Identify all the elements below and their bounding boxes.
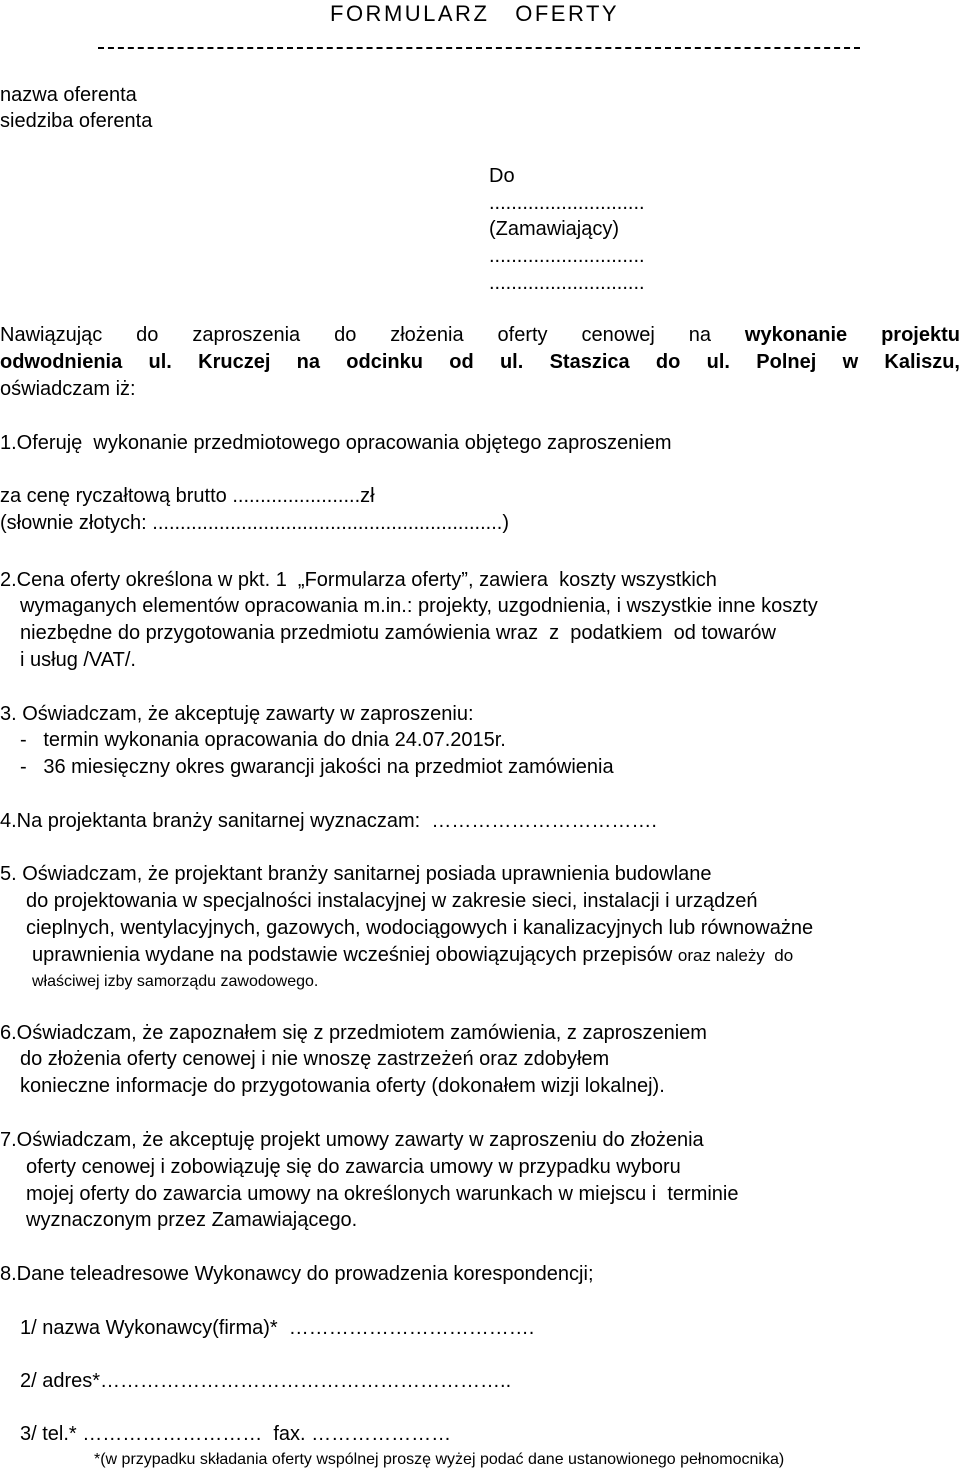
s5-line-3: cieplnych, wentylacyjnych, gazowych, wodociągowych i kanalizacyjnych lub równoważne <box>26 917 814 939</box>
s5-line-1: 5. Oświadczam, że projektant branży sanitarnej posiada uprawnienia budowlane <box>0 863 712 885</box>
footnote: *(w przypadku składania oferty wspólnej proszę wyżej podać dane ustanowionego pełnomocnika) <box>94 1451 785 1468</box>
intro-line-3: oświadczam iż: <box>0 378 136 400</box>
s2-line-2: wymaganych elementów opracowania m.in.: projekty, uzgodnienia, i wszystkie inne koszty <box>20 595 818 617</box>
s7-line-1: 7.Oświadczam, że akceptuję projekt umowy zawarty w zaproszeniu do złożenia <box>0 1129 704 1151</box>
s5-line-5: właściwej izby samorządu zawodowego. <box>32 973 319 990</box>
addressee-role: (Zamawiający) <box>489 218 620 240</box>
s1-price-line: za cenę ryczałtową brutto .......................zł <box>0 485 375 507</box>
s8-line-1: 8.Dane teleadresowe Wykonawcy do prowadzenia korespondencji; <box>0 1263 594 1285</box>
intro-line-1: Nawiązując do zaproszenia do złożenia oferty cenowej na wykonanie projektu <box>0 324 960 346</box>
s2-line-4: i usług /VAT/. <box>20 649 136 671</box>
s3-line-1: 3. Oświadczam, że akceptuję zawarty w zaproszeniu: <box>0 703 474 725</box>
s2-line-3: niezbędne do przygotowania przedmiotu zamówienia wraz z podatkiem od towarów <box>20 622 776 644</box>
s3-term: - termin wykonania opracowania do dnia 24.07.2015r. <box>20 729 506 751</box>
form-title: FORMULARZ OFERTY <box>330 1 620 26</box>
s7-line-4: wyznaczonym przez Zamawiającego. <box>26 1209 358 1231</box>
title-underline <box>98 47 860 49</box>
offeror-name-label: nazwa oferenta <box>0 84 137 106</box>
s8-phone-fax: 3/ tel.* ……………………… fax. ………………… <box>20 1423 452 1445</box>
offeror-seat-label: siedziba oferenta <box>0 110 153 132</box>
s5-line-2: do projektowania w specjalności instalacyjnej w zakresie sieci, instalacji i urządzeń <box>26 890 758 912</box>
s8-address: 2/ adres*…………………………………………………….. <box>20 1370 512 1392</box>
s6-line-3: konieczne informacje do przygotowania oferty (dokonałem wizji lokalnej). <box>20 1075 665 1097</box>
s7-line-2: oferty cenowej i zobowiązuję się do zawarcia umowy w przypadku wyboru <box>26 1156 681 1178</box>
s8-company-name: 1/ nazwa Wykonawcy(firma)* ………………………………. <box>20 1317 535 1339</box>
addressee-to: Do <box>489 165 515 187</box>
s3-warranty: - 36 miesięczny okres gwarancji jakości na przedmiot zamówienia <box>20 756 614 778</box>
addressee-dots-1: ............................ <box>489 192 645 214</box>
s1-words-line: (słownie złotych: ...............................................................) <box>0 512 510 534</box>
addressee-dots-2: ............................ <box>489 245 645 267</box>
s6-line-1: 6.Oświadczam, że zapoznałem się z przedmiotem zamówienia, z zaproszeniem <box>0 1022 707 1044</box>
intro-line-2: odwodnienia ul. Kruczej na odcinku od ul. Staszica do ul. Polnej w Kaliszu, <box>0 351 960 373</box>
s1-line-1: 1.Oferuję wykonanie przedmiotowego opracowania objętego zaproszeniem <box>0 432 672 454</box>
s5-line-4: uprawnienia wydane na podstawie wcześniej obowiązujących przepisów oraz należy do <box>32 944 794 966</box>
s6-line-2: do złożenia oferty cenowej i nie wnoszę zastrzeżeń oraz zdobyłem <box>20 1048 610 1070</box>
s2-line-1: 2.Cena oferty określona w pkt. 1 „Formularza oferty”, zawiera koszty wszystkich <box>0 569 717 591</box>
addressee-dots-3: ............................ <box>489 272 645 294</box>
s7-line-3: mojej oferty do zawarcia umowy na określonych warunkach w miejscu i terminie <box>26 1183 739 1205</box>
s4-line-1: 4.Na projektanta branży sanitarnej wyznaczam: ……………………………. <box>0 810 657 832</box>
